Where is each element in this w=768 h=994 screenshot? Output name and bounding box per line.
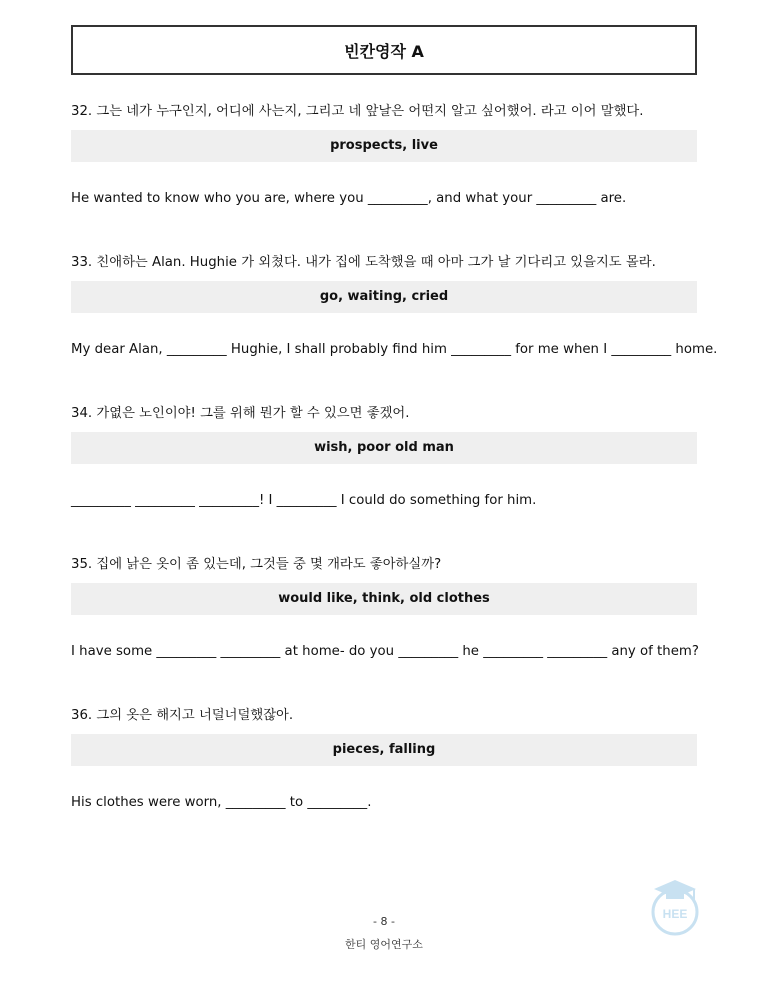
question-prompt: 33. 친애하는 Alan. Hughie 가 외쳤다. 내가 집에 도착했을 때 아마 그가 날 기다리고 있을지도 몰라. bbox=[71, 255, 656, 270]
answer-sentence: My dear Alan, _________ Hughie, I shall probably find him _________ for me when I _________ home. bbox=[71, 342, 718, 357]
answer-sentence: He wanted to know who you are, where you _________, and what your _________ are. bbox=[71, 191, 627, 206]
question-prompt: 36. 그의 옷은 해지고 너덜너덜했잖아. bbox=[71, 708, 294, 723]
question-prompt: 32. 그는 네가 누구인지, 어디에 사는지, 그리고 네 앞날은 어떤지 알고 싶어했어. 라고 이어 말했다. bbox=[71, 104, 644, 119]
word-hint-box: pieces, falling bbox=[71, 734, 697, 766]
word-hint-box: prospects, live bbox=[71, 130, 697, 162]
question-item bbox=[71, 404, 697, 511]
answer-sentence: I have some _________ _________ at home- do you _________ he _________ _________ any of them? bbox=[71, 644, 699, 659]
word-hint-box: wish, poor old man bbox=[71, 432, 697, 464]
question-item bbox=[71, 102, 697, 209]
question-item bbox=[71, 555, 697, 662]
hee-logo bbox=[644, 876, 706, 938]
page-title: 빈칸영작 A bbox=[71, 25, 697, 75]
question-prompt: 35. 집에 낡은 옷이 좀 있는데, 그것들 중 몇 개라도 좋아하실까? bbox=[71, 557, 442, 572]
question-item bbox=[71, 706, 697, 813]
answer-sentence: His clothes were worn, _________ to _________. bbox=[71, 795, 372, 810]
word-hint-box: go, waiting, cried bbox=[71, 281, 697, 313]
question-item bbox=[71, 253, 718, 360]
logo-text: HEE bbox=[662, 907, 688, 921]
page-number: - 8 - bbox=[373, 915, 395, 928]
answer-sentence: _________ _________ _________! I _________ I could do something for him. bbox=[71, 493, 537, 508]
question-prompt: 34. 가엾은 노인이야! 그를 위해 뭔가 할 수 있으면 좋겠어. bbox=[71, 406, 410, 421]
word-hint-box: would like, think, old clothes bbox=[71, 583, 697, 615]
publisher-name: 한티 영어연구소 bbox=[345, 938, 423, 951]
